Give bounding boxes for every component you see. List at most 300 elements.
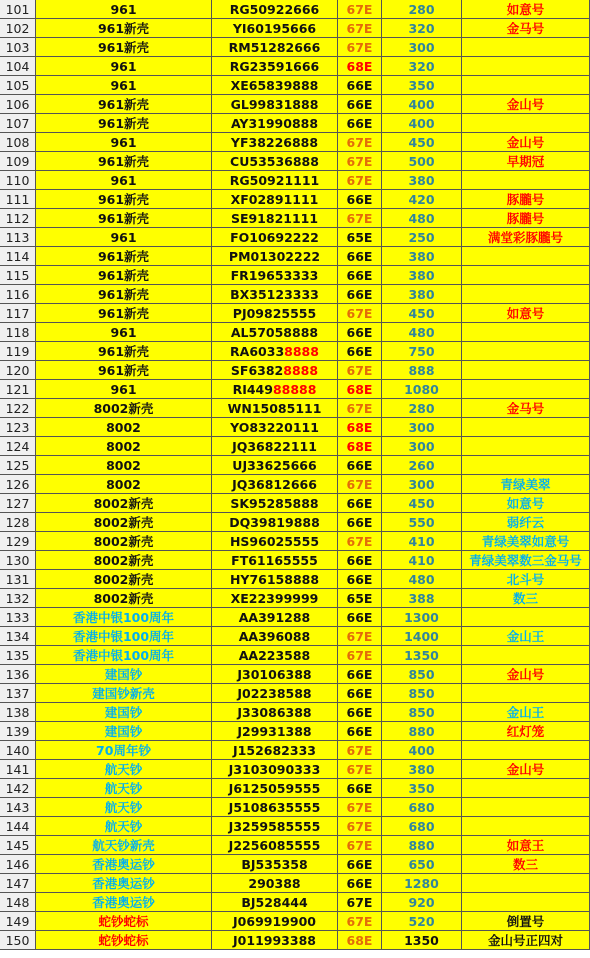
cell-note[interactable]: 青绿美翠数三金马号 — [462, 551, 590, 570]
cell-type[interactable]: 8002 — [36, 456, 212, 475]
cell-note[interactable]: 金山王 — [462, 627, 590, 646]
cell-serial[interactable]: HY76158888 — [212, 570, 338, 589]
cell-grade[interactable]: 66E — [338, 285, 382, 304]
cell-type[interactable]: 8002新壳 — [36, 494, 212, 513]
cell-serial[interactable]: YF38226888 — [212, 133, 338, 152]
cell-type[interactable]: 8002 — [36, 418, 212, 437]
cell-serial[interactable]: XF02891111 — [212, 190, 338, 209]
cell-grade[interactable]: 67E — [338, 171, 382, 190]
cell-note[interactable]: 金山号 — [462, 760, 590, 779]
cell-grade[interactable]: 66E — [338, 855, 382, 874]
cell-note[interactable]: 金山号 — [462, 665, 590, 684]
cell-grade[interactable]: 66E — [338, 551, 382, 570]
cell-note[interactable]: 弱纤云 — [462, 513, 590, 532]
row-number[interactable]: 122 — [0, 399, 36, 418]
row-number[interactable]: 135 — [0, 646, 36, 665]
cell-grade[interactable]: 66E — [338, 114, 382, 133]
row-number[interactable]: 112 — [0, 209, 36, 228]
row-number[interactable]: 103 — [0, 38, 36, 57]
cell-type[interactable]: 961新壳 — [36, 304, 212, 323]
cell-type[interactable]: 香港中银100周年 — [36, 646, 212, 665]
cell-note[interactable] — [462, 76, 590, 95]
cell-price[interactable]: 680 — [382, 817, 462, 836]
cell-type[interactable]: 8002新壳 — [36, 532, 212, 551]
cell-price[interactable]: 380 — [382, 266, 462, 285]
cell-note[interactable]: 如意号 — [462, 494, 590, 513]
cell-price[interactable]: 420 — [382, 190, 462, 209]
cell-grade[interactable]: 66E — [338, 95, 382, 114]
cell-serial[interactable]: J2256085555 — [212, 836, 338, 855]
cell-grade[interactable]: 68E — [338, 57, 382, 76]
cell-type[interactable]: 961 — [36, 228, 212, 247]
cell-price[interactable]: 410 — [382, 551, 462, 570]
cell-price[interactable]: 450 — [382, 304, 462, 323]
cell-note[interactable]: 早期冠 — [462, 152, 590, 171]
cell-price[interactable]: 380 — [382, 285, 462, 304]
cell-type[interactable]: 961 — [36, 0, 212, 19]
cell-note[interactable] — [462, 342, 590, 361]
cell-price[interactable]: 920 — [382, 893, 462, 912]
row-number[interactable]: 140 — [0, 741, 36, 760]
cell-note[interactable] — [462, 57, 590, 76]
cell-type[interactable]: 8002新壳 — [36, 513, 212, 532]
row-number[interactable]: 143 — [0, 798, 36, 817]
row-number[interactable]: 148 — [0, 893, 36, 912]
cell-type[interactable]: 961 — [36, 171, 212, 190]
cell-serial[interactable]: AY31990888 — [212, 114, 338, 133]
cell-grade[interactable]: 66E — [338, 722, 382, 741]
cell-note[interactable]: 倒置号 — [462, 912, 590, 931]
row-number[interactable]: 118 — [0, 323, 36, 342]
cell-note[interactable] — [462, 741, 590, 760]
cell-price[interactable]: 500 — [382, 152, 462, 171]
cell-serial[interactable]: RG50921111 — [212, 171, 338, 190]
cell-serial[interactable]: CU53536888 — [212, 152, 338, 171]
cell-serial[interactable]: RM51282666 — [212, 38, 338, 57]
cell-note[interactable]: 金山王 — [462, 703, 590, 722]
cell-type[interactable]: 961新壳 — [36, 152, 212, 171]
cell-grade[interactable]: 66E — [338, 684, 382, 703]
cell-grade[interactable]: 66E — [338, 570, 382, 589]
row-number[interactable]: 124 — [0, 437, 36, 456]
cell-grade[interactable]: 67E — [338, 361, 382, 380]
cell-price[interactable]: 480 — [382, 570, 462, 589]
row-number[interactable]: 117 — [0, 304, 36, 323]
cell-price[interactable]: 1080 — [382, 380, 462, 399]
cell-serial[interactable]: 290388 — [212, 874, 338, 893]
cell-grade[interactable]: 66E — [338, 494, 382, 513]
cell-price[interactable]: 400 — [382, 741, 462, 760]
cell-serial[interactable]: AA391288 — [212, 608, 338, 627]
cell-price[interactable]: 850 — [382, 665, 462, 684]
row-number[interactable]: 125 — [0, 456, 36, 475]
cell-grade[interactable]: 66E — [338, 266, 382, 285]
cell-serial[interactable]: WN15085111 — [212, 399, 338, 418]
cell-price[interactable]: 350 — [382, 779, 462, 798]
row-number[interactable]: 109 — [0, 152, 36, 171]
cell-grade[interactable]: 65E — [338, 589, 382, 608]
cell-serial[interactable]: AL57058888 — [212, 323, 338, 342]
cell-price[interactable]: 400 — [382, 95, 462, 114]
cell-grade[interactable]: 68E — [338, 380, 382, 399]
cell-serial[interactable] — [212, 361, 338, 380]
cell-price[interactable]: 350 — [382, 76, 462, 95]
cell-type[interactable]: 961 — [36, 57, 212, 76]
cell-note[interactable] — [462, 114, 590, 133]
row-number[interactable]: 114 — [0, 247, 36, 266]
cell-grade[interactable]: 66E — [338, 665, 382, 684]
cell-serial[interactable]: J29931388 — [212, 722, 338, 741]
cell-serial[interactable]: J30106388 — [212, 665, 338, 684]
cell-note[interactable]: 金山号正四对 — [462, 931, 590, 950]
cell-note[interactable] — [462, 266, 590, 285]
cell-price[interactable]: 260 — [382, 456, 462, 475]
cell-note[interactable] — [462, 893, 590, 912]
cell-grade[interactable]: 67E — [338, 475, 382, 494]
row-number[interactable]: 102 — [0, 19, 36, 38]
cell-grade[interactable]: 66E — [338, 874, 382, 893]
cell-note[interactable] — [462, 456, 590, 475]
cell-note[interactable] — [462, 684, 590, 703]
row-number[interactable]: 120 — [0, 361, 36, 380]
cell-note[interactable] — [462, 646, 590, 665]
cell-serial[interactable]: J33086388 — [212, 703, 338, 722]
cell-note[interactable]: 满堂彩豚朧号 — [462, 228, 590, 247]
cell-serial[interactable]: SK95285888 — [212, 494, 338, 513]
row-number[interactable]: 123 — [0, 418, 36, 437]
cell-price[interactable]: 850 — [382, 703, 462, 722]
cell-note[interactable]: 数三 — [462, 855, 590, 874]
cell-grade[interactable]: 66E — [338, 247, 382, 266]
cell-price[interactable]: 320 — [382, 19, 462, 38]
cell-type[interactable]: 香港中银100周年 — [36, 627, 212, 646]
cell-note[interactable]: 豚朧号 — [462, 190, 590, 209]
cell-serial[interactable] — [212, 342, 338, 361]
cell-price[interactable]: 250 — [382, 228, 462, 247]
cell-price[interactable]: 450 — [382, 494, 462, 513]
row-number[interactable]: 130 — [0, 551, 36, 570]
cell-price[interactable]: 280 — [382, 399, 462, 418]
cell-serial[interactable]: J6125059555 — [212, 779, 338, 798]
row-number[interactable]: 145 — [0, 836, 36, 855]
cell-note[interactable] — [462, 247, 590, 266]
cell-type[interactable]: 香港奥运钞 — [36, 893, 212, 912]
cell-grade[interactable]: 66E — [338, 323, 382, 342]
cell-serial[interactable]: JQ36812666 — [212, 475, 338, 494]
cell-type[interactable]: 建国钞 — [36, 722, 212, 741]
cell-grade[interactable]: 67E — [338, 741, 382, 760]
cell-note[interactable] — [462, 874, 590, 893]
cell-serial[interactable]: YO83220111 — [212, 418, 338, 437]
cell-grade[interactable]: 67E — [338, 893, 382, 912]
cell-serial[interactable] — [212, 380, 338, 399]
cell-serial[interactable]: AA396088 — [212, 627, 338, 646]
cell-serial[interactable]: XE22399999 — [212, 589, 338, 608]
cell-serial[interactable]: J069919900 — [212, 912, 338, 931]
cell-grade[interactable]: 67E — [338, 38, 382, 57]
cell-price[interactable]: 550 — [382, 513, 462, 532]
cell-serial[interactable]: YI60195666 — [212, 19, 338, 38]
row-number[interactable]: 141 — [0, 760, 36, 779]
cell-note[interactable] — [462, 437, 590, 456]
cell-serial[interactable]: BX35123333 — [212, 285, 338, 304]
cell-type[interactable]: 961新壳 — [36, 114, 212, 133]
cell-type[interactable]: 961新壳 — [36, 38, 212, 57]
cell-price[interactable]: 1350 — [382, 646, 462, 665]
cell-serial[interactable]: RG23591666 — [212, 57, 338, 76]
cell-type[interactable]: 961新壳 — [36, 95, 212, 114]
cell-price[interactable]: 520 — [382, 912, 462, 931]
cell-type[interactable]: 961 — [36, 76, 212, 95]
cell-note[interactable]: 豚朧号 — [462, 209, 590, 228]
cell-grade[interactable]: 67E — [338, 646, 382, 665]
cell-grade[interactable]: 67E — [338, 798, 382, 817]
cell-price[interactable]: 1300 — [382, 608, 462, 627]
cell-price[interactable]: 300 — [382, 38, 462, 57]
cell-grade[interactable]: 66E — [338, 608, 382, 627]
cell-note[interactable] — [462, 380, 590, 399]
cell-note[interactable] — [462, 38, 590, 57]
cell-grade[interactable]: 65E — [338, 228, 382, 247]
cell-note[interactable]: 北斗号 — [462, 570, 590, 589]
cell-grade[interactable]: 66E — [338, 703, 382, 722]
cell-note[interactable]: 青绿美翠如意号 — [462, 532, 590, 551]
row-number[interactable]: 147 — [0, 874, 36, 893]
cell-serial[interactable]: J3259585555 — [212, 817, 338, 836]
cell-type[interactable]: 8002新壳 — [36, 570, 212, 589]
cell-serial[interactable]: BJ535358 — [212, 855, 338, 874]
cell-price[interactable]: 380 — [382, 247, 462, 266]
cell-type[interactable]: 961新壳 — [36, 342, 212, 361]
cell-note[interactable] — [462, 798, 590, 817]
cell-type[interactable]: 961 — [36, 133, 212, 152]
cell-grade[interactable]: 67E — [338, 133, 382, 152]
row-number[interactable]: 127 — [0, 494, 36, 513]
cell-serial[interactable]: FO10692222 — [212, 228, 338, 247]
cell-serial[interactable]: UJ33625666 — [212, 456, 338, 475]
cell-price[interactable]: 400 — [382, 114, 462, 133]
cell-type[interactable]: 8002新壳 — [36, 551, 212, 570]
cell-type[interactable]: 961 — [36, 380, 212, 399]
cell-note[interactable]: 如意号 — [462, 304, 590, 323]
cell-note[interactable]: 如意号 — [462, 0, 590, 19]
cell-grade[interactable]: 66E — [338, 76, 382, 95]
cell-price[interactable]: 450 — [382, 133, 462, 152]
cell-note[interactable]: 金马号 — [462, 399, 590, 418]
cell-type[interactable]: 961 — [36, 323, 212, 342]
row-number[interactable]: 115 — [0, 266, 36, 285]
cell-serial[interactable]: FT61165555 — [212, 551, 338, 570]
cell-type[interactable]: 航天钞 — [36, 817, 212, 836]
row-number[interactable]: 129 — [0, 532, 36, 551]
cell-serial[interactable]: SE91821111 — [212, 209, 338, 228]
cell-type[interactable]: 70周年钞 — [36, 741, 212, 760]
cell-note[interactable] — [462, 171, 590, 190]
cell-type[interactable]: 961新壳 — [36, 285, 212, 304]
cell-price[interactable]: 480 — [382, 209, 462, 228]
cell-grade[interactable]: 66E — [338, 190, 382, 209]
row-number[interactable]: 110 — [0, 171, 36, 190]
cell-grade[interactable]: 68E — [338, 437, 382, 456]
cell-note[interactable] — [462, 361, 590, 380]
cell-price[interactable]: 410 — [382, 532, 462, 551]
cell-grade[interactable]: 66E — [338, 513, 382, 532]
cell-grade[interactable]: 67E — [338, 836, 382, 855]
cell-grade[interactable]: 68E — [338, 418, 382, 437]
cell-serial[interactable]: BJ528444 — [212, 893, 338, 912]
cell-grade[interactable]: 67E — [338, 399, 382, 418]
cell-serial[interactable]: AA223588 — [212, 646, 338, 665]
row-number[interactable]: 104 — [0, 57, 36, 76]
cell-type[interactable]: 8002新壳 — [36, 399, 212, 418]
cell-type[interactable]: 香港奥运钞 — [36, 874, 212, 893]
cell-price[interactable]: 480 — [382, 323, 462, 342]
cell-serial[interactable]: J011993388 — [212, 931, 338, 950]
cell-price[interactable]: 300 — [382, 437, 462, 456]
cell-type[interactable]: 建国钞新壳 — [36, 684, 212, 703]
cell-note[interactable]: 如意王 — [462, 836, 590, 855]
cell-type[interactable]: 961新壳 — [36, 190, 212, 209]
cell-type[interactable]: 961新壳 — [36, 247, 212, 266]
cell-price[interactable]: 880 — [382, 836, 462, 855]
cell-type[interactable]: 961新壳 — [36, 209, 212, 228]
cell-price[interactable]: 680 — [382, 798, 462, 817]
cell-type[interactable]: 8002新壳 — [36, 589, 212, 608]
cell-type[interactable]: 蛇钞蛇标 — [36, 912, 212, 931]
cell-serial[interactable]: JQ36822111 — [212, 437, 338, 456]
cell-serial[interactable]: J02238588 — [212, 684, 338, 703]
cell-type[interactable]: 香港中银100周年 — [36, 608, 212, 627]
cell-type[interactable]: 航天钞 — [36, 798, 212, 817]
row-number[interactable]: 131 — [0, 570, 36, 589]
cell-note[interactable] — [462, 608, 590, 627]
cell-price[interactable]: 380 — [382, 171, 462, 190]
row-number[interactable]: 101 — [0, 0, 36, 19]
cell-price[interactable]: 1280 — [382, 874, 462, 893]
cell-serial[interactable]: RG50922666 — [212, 0, 338, 19]
cell-type[interactable]: 航天钞 — [36, 760, 212, 779]
cell-price[interactable]: 320 — [382, 57, 462, 76]
cell-serial[interactable]: J5108635555 — [212, 798, 338, 817]
cell-type[interactable]: 8002 — [36, 437, 212, 456]
cell-grade[interactable]: 68E — [338, 931, 382, 950]
cell-serial[interactable]: J152682333 — [212, 741, 338, 760]
cell-price[interactable]: 300 — [382, 475, 462, 494]
cell-grade[interactable]: 67E — [338, 152, 382, 171]
cell-price[interactable]: 280 — [382, 0, 462, 19]
cell-grade[interactable]: 66E — [338, 342, 382, 361]
cell-type[interactable]: 961新壳 — [36, 361, 212, 380]
cell-serial[interactable]: GL99831888 — [212, 95, 338, 114]
row-number[interactable]: 146 — [0, 855, 36, 874]
cell-type[interactable]: 961新壳 — [36, 19, 212, 38]
cell-serial[interactable]: J3103090333 — [212, 760, 338, 779]
row-number[interactable]: 116 — [0, 285, 36, 304]
cell-note[interactable]: 金山号 — [462, 95, 590, 114]
cell-note[interactable]: 数三 — [462, 589, 590, 608]
row-number[interactable]: 136 — [0, 665, 36, 684]
row-number[interactable]: 105 — [0, 76, 36, 95]
cell-type[interactable]: 航天钞新壳 — [36, 836, 212, 855]
row-number[interactable]: 134 — [0, 627, 36, 646]
cell-serial[interactable]: PJ09825555 — [212, 304, 338, 323]
cell-price[interactable]: 1350 — [382, 931, 462, 950]
row-number[interactable]: 107 — [0, 114, 36, 133]
row-number[interactable]: 119 — [0, 342, 36, 361]
cell-grade[interactable]: 67E — [338, 19, 382, 38]
row-number[interactable]: 150 — [0, 931, 36, 950]
cell-grade[interactable]: 67E — [338, 0, 382, 19]
cell-grade[interactable]: 66E — [338, 779, 382, 798]
row-number[interactable]: 133 — [0, 608, 36, 627]
cell-grade[interactable]: 67E — [338, 304, 382, 323]
cell-type[interactable]: 蛇钞蛇标 — [36, 931, 212, 950]
cell-note[interactable] — [462, 285, 590, 304]
cell-serial[interactable]: PM01302222 — [212, 247, 338, 266]
row-number[interactable]: 106 — [0, 95, 36, 114]
row-number[interactable]: 138 — [0, 703, 36, 722]
cell-serial[interactable]: HS96025555 — [212, 532, 338, 551]
row-number[interactable]: 132 — [0, 589, 36, 608]
cell-note[interactable] — [462, 323, 590, 342]
cell-grade[interactable]: 67E — [338, 912, 382, 931]
row-number[interactable]: 139 — [0, 722, 36, 741]
cell-price[interactable]: 388 — [382, 589, 462, 608]
cell-price[interactable]: 750 — [382, 342, 462, 361]
cell-note[interactable]: 金山号 — [462, 133, 590, 152]
cell-grade[interactable]: 67E — [338, 760, 382, 779]
row-number[interactable]: 144 — [0, 817, 36, 836]
cell-type[interactable]: 961新壳 — [36, 266, 212, 285]
cell-type[interactable]: 香港奥运钞 — [36, 855, 212, 874]
cell-price[interactable]: 850 — [382, 684, 462, 703]
cell-note[interactable]: 青绿美翠 — [462, 475, 590, 494]
row-number[interactable]: 149 — [0, 912, 36, 931]
cell-serial[interactable]: FR19653333 — [212, 266, 338, 285]
cell-price[interactable]: 300 — [382, 418, 462, 437]
cell-price[interactable]: 888 — [382, 361, 462, 380]
cell-type[interactable]: 航天钞 — [36, 779, 212, 798]
row-number[interactable]: 128 — [0, 513, 36, 532]
cell-grade[interactable]: 67E — [338, 532, 382, 551]
cell-grade[interactable]: 67E — [338, 627, 382, 646]
cell-serial[interactable]: DQ39819888 — [212, 513, 338, 532]
cell-serial[interactable]: XE65839888 — [212, 76, 338, 95]
row-number[interactable]: 121 — [0, 380, 36, 399]
cell-note[interactable] — [462, 418, 590, 437]
row-number[interactable]: 113 — [0, 228, 36, 247]
cell-grade[interactable]: 67E — [338, 209, 382, 228]
cell-price[interactable]: 1400 — [382, 627, 462, 646]
row-number[interactable]: 111 — [0, 190, 36, 209]
row-number[interactable]: 137 — [0, 684, 36, 703]
cell-type[interactable]: 建国钞 — [36, 703, 212, 722]
cell-price[interactable]: 880 — [382, 722, 462, 741]
row-number[interactable]: 126 — [0, 475, 36, 494]
row-number[interactable]: 108 — [0, 133, 36, 152]
cell-grade[interactable]: 66E — [338, 456, 382, 475]
cell-type[interactable]: 8002 — [36, 475, 212, 494]
cell-note[interactable]: 金马号 — [462, 19, 590, 38]
cell-price[interactable]: 650 — [382, 855, 462, 874]
cell-grade[interactable]: 67E — [338, 817, 382, 836]
cell-note[interactable] — [462, 779, 590, 798]
cell-note[interactable]: 红灯笼 — [462, 722, 590, 741]
row-number[interactable]: 142 — [0, 779, 36, 798]
cell-note[interactable] — [462, 817, 590, 836]
cell-type[interactable]: 建国钞 — [36, 665, 212, 684]
cell-price[interactable]: 380 — [382, 760, 462, 779]
